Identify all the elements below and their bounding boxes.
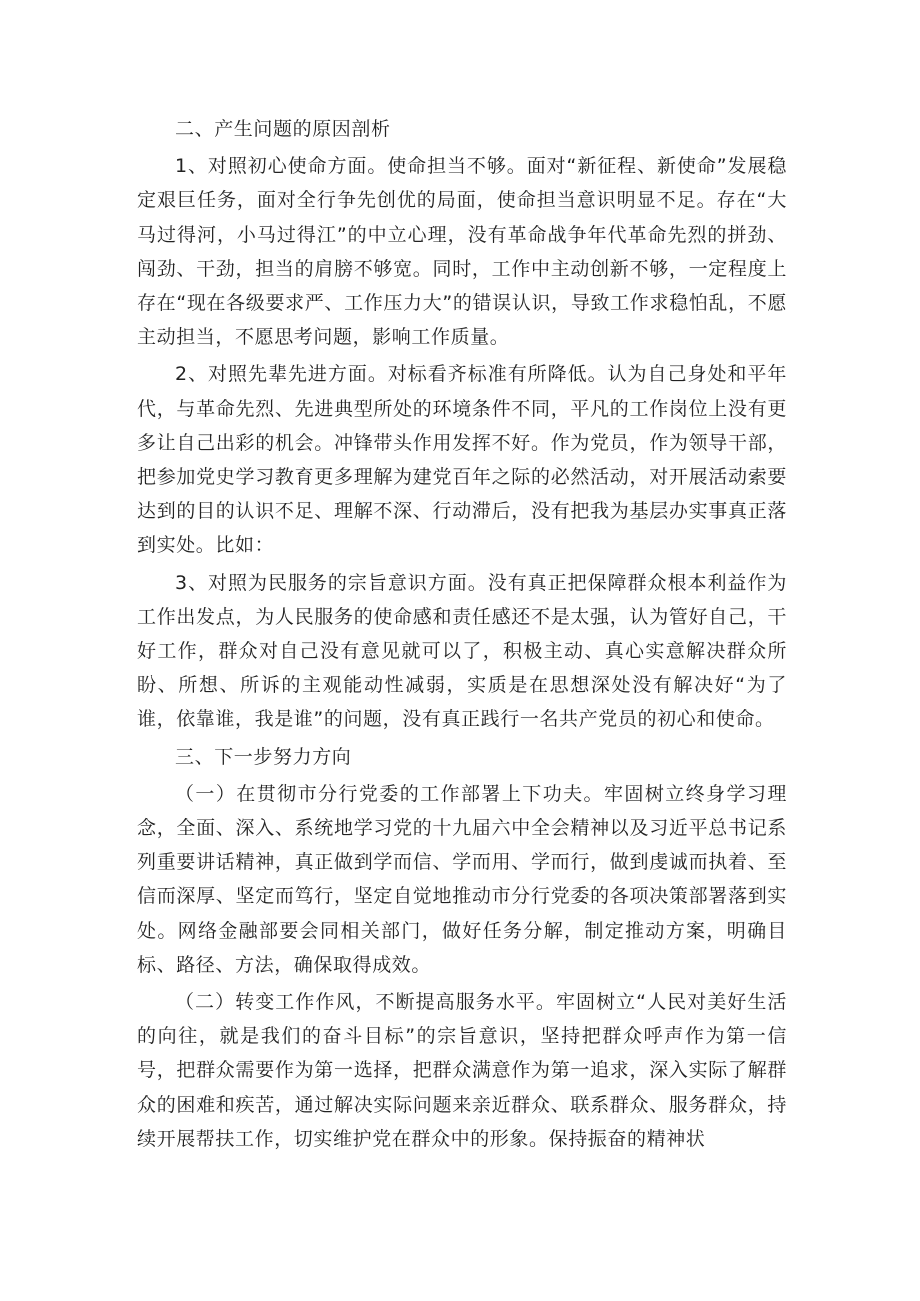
section-heading-next-steps: 三、下一步努力方向 (175, 745, 352, 768)
paragraph-deployment: （一）在贯彻市分行党委的工作部署上下功夫。牢固树立终身学习理念，全面、深入、系统地学习党的十九届六中全会精神以及习近平总书记系列重要讲话精神，真正做到学而信、学而用、学而行，做到虔诚而执着、至信而深厚、坚定而笃行，坚定自觉地推动市分行党委的各项决策部署落到实处。网络金融部要会同相关部门，做好任务分解，制定推动方案，明确目标、路径、方法，确保取得成效。 (137, 782, 787, 976)
paragraph-predecessors: 2、对照先辈先进方面。对标看齐标准有所降低。认为自己身处和平年代，与革命先烈、先进典型所处的环境条件不同，平凡的工作岗位上没有更多让自己出彩的机会。冲锋带头作用发挥不好。作为党员，作为领导干部，把参加党史学习教育更多理解为建党百年之际的必然活动，对开展活动索要达到的目的认识不足、理解不深、行动滞后，没有把我为基层办实事真正落到实处。比如： (137, 363, 787, 557)
paragraph-work-style: （二）转变工作作风，不断提高服务水平。牢固树立“人民对美好生活的向往，就是我们的奋斗目标”的宗旨意识，坚持把群众呼声作为第一信号，把群众需要作为第一选择，把群众满意作为第一追求，深入实际了解群众的困难和疾苦，通过解决实际问题来亲近群众、联系群众、服务群众，持续开展帮扶工作，切实维护党在群众中的形象。保持振奋的精神状 (137, 991, 787, 1150)
paragraph-service: 3、对照为民服务的宗旨意识方面。没有真正把保障群众根本利益作为工作出发点，为人民服务的使命感和责任感还不是太强，认为管好自己，干好工作，群众对自己没有意见就可以了，积极主动、真心实意解决群众所盼、所想、所诉的主观能动性减弱，实质是在思想深处没有解决好“为了谁，依靠谁，我是谁”的问题，没有真正践行一名共产党员的初心和使命。 (137, 571, 787, 731)
section-heading-causes: 二、产生问题的原因剖析 (175, 118, 391, 140)
paragraph-mission: 1、对照初心使命方面。使命担当不够。面对“新征程、新使命”发展稳定艰巨任务，面对全行争先创优的局面，使命担当意识明显不足。存在“大马过得河，小马过得江”的中立心理，没有革命战争年代革命先烈的拼劲、闯劲、干劲，担当的肩膀不够宽。同时，工作中主动创新不够，一定程度上存在“现在各级要求严、工作压力大”的错误认识，导致工作求稳怕乱，不愿主动担当，不愿思考问题，影响工作质量。 (137, 155, 787, 349)
document-body (137, 112, 787, 1159)
